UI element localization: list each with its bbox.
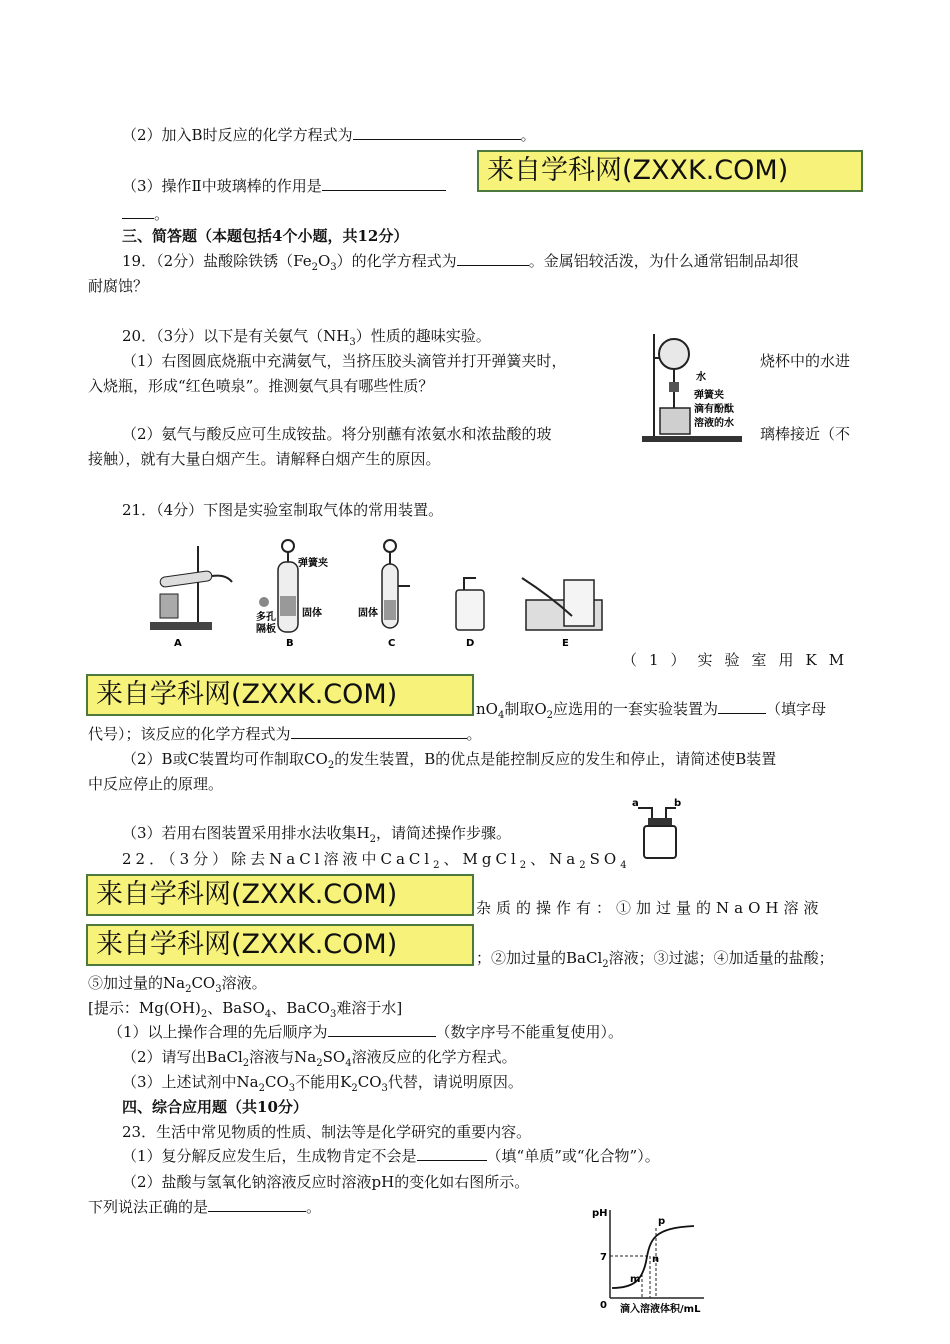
watermark-banner: 来自学科网(ZXXK.COM) bbox=[477, 150, 863, 192]
q21-p1b: $nO_4$制取$O_2$应选用的一套实验装置为 （填字母 bbox=[476, 700, 827, 721]
answer-blank[interactable] bbox=[291, 724, 467, 739]
answer-blank[interactable] bbox=[457, 251, 529, 266]
answer-blank[interactable] bbox=[328, 1022, 436, 1037]
q20-p2a: （2）氨气与酸反应可生成铵盐。将分别蘸有浓氨水和浓盐酸的玻 bbox=[122, 425, 552, 443]
apparatus-a bbox=[150, 546, 232, 649]
answer-blank[interactable] bbox=[718, 699, 766, 714]
watermark-banner: 来自学科网(ZXXK.COM) bbox=[86, 924, 474, 966]
q21-p2a: （2）B或C装置均可作制取$CO_2$的发生装置，B的优点是能控制反应的发生和停止，请简述使B装置 bbox=[122, 750, 777, 771]
section-4-title: 四、综合应用题（共10分） bbox=[122, 1098, 308, 1116]
svg-text:a: a bbox=[632, 798, 639, 809]
q19-line2: 耐腐蚀？ bbox=[88, 277, 149, 295]
svg-text:隔板: 隔板 bbox=[256, 624, 276, 635]
q23-head: 23．生活中常见物质的性质、制法等是化学研究的重要内容。 bbox=[122, 1123, 532, 1141]
answer-blank[interactable] bbox=[417, 1146, 487, 1161]
apparatus-d bbox=[456, 578, 484, 649]
q20-p1a: （1）右图圆底烧瓶中充满氨气，当挤压胶头滴管并打开弹簧夹时， bbox=[122, 352, 567, 370]
q22-line3: ；②加过量的BaCl$_2$溶液；③过滤；④加适量的盐酸； bbox=[476, 949, 834, 970]
q21-p2b: 中反应停止的原理。 bbox=[88, 775, 224, 793]
q22-head: 22．（3分）除去NaCl溶液中CaCl$_2$、MgCl$_2$、$Na_2SO_4$ bbox=[122, 850, 631, 871]
stand-base bbox=[642, 436, 742, 442]
point-p-label: p bbox=[658, 1216, 666, 1227]
answer-blank[interactable] bbox=[322, 176, 446, 191]
section-3-title: 三、简答题（本题包括4个小题，共12分） bbox=[122, 227, 409, 245]
q19-line1: 19．（2分）盐酸除铁锈$(Fe_2O_3)$的化学方程式为 。金属铝较活泼，为什么通常铝制品却很 bbox=[122, 252, 799, 273]
q18-part3: （3）操作Ⅱ中玻璃棒的作用是 bbox=[122, 176, 446, 196]
svg-text:A: A bbox=[174, 638, 182, 649]
gas-apparatus-figure bbox=[146, 536, 606, 652]
svg-text:E: E bbox=[562, 638, 569, 649]
q21-p1a: （1）实验室用KM bbox=[622, 651, 857, 669]
flask bbox=[659, 339, 689, 369]
origin-label: 0 bbox=[600, 1300, 607, 1311]
clamp bbox=[669, 382, 679, 392]
ph7-label: 7 bbox=[600, 1252, 607, 1263]
q22-line4: ⑤加过量的$Na_2CO_3$溶液。 bbox=[88, 974, 267, 995]
q21-p3: （3）若用右图装置采用排水法收集$H_2$，请简述操作步骤。 bbox=[122, 824, 512, 845]
point-m-label: m bbox=[630, 1274, 641, 1285]
point-n-label: n bbox=[652, 1254, 660, 1265]
q23-p2: （2）盐酸与氢氧化钠溶液反应时溶液pH的变化如右图所示。 bbox=[122, 1173, 530, 1191]
svg-text:B: B bbox=[286, 638, 294, 649]
svg-text:固体: 固体 bbox=[302, 608, 322, 619]
beaker bbox=[660, 408, 690, 434]
q20-p1b: 烧杯中的水进 bbox=[760, 352, 851, 370]
label-solution: 溶液的水 bbox=[694, 418, 734, 429]
q22-hint: [提示：$Mg(OH)_2$、BaSO$_4$、BaCO$_3$难溶于水] bbox=[88, 999, 403, 1020]
q20-p1c: 入烧瓶，形成“红色喷泉”。推测氨气具有哪些性质？ bbox=[88, 377, 434, 395]
answer-blank[interactable] bbox=[208, 1197, 306, 1212]
gas-bottle-figure bbox=[630, 796, 690, 860]
q20-p2c: 接触），就有大量白烟产生。请解释白烟产生的原因。 bbox=[88, 450, 441, 468]
label-clamp: 弹簧夹 bbox=[694, 390, 724, 401]
q21-head: 21．（4分）下图是实验室制取气体的常用装置。 bbox=[122, 501, 444, 519]
apparatus-b bbox=[256, 540, 328, 649]
q18-part2: （2）加入B时反应的化学方程式为 。 bbox=[122, 126, 536, 144]
q22-p3: （3）上述试剂中$Na_2CO_3$不能用$K_2CO_3$代替，请说明原因。 bbox=[122, 1073, 523, 1094]
apparatus-e bbox=[522, 578, 602, 649]
q21-p1c: 代号）；该反应的化学方程式为 。 bbox=[88, 725, 482, 743]
svg-text:C: C bbox=[388, 638, 396, 649]
q23-p3: 下列说法正确的是 。 bbox=[88, 1198, 322, 1216]
q22-p2: （2）请写出BaCl$_2$溶液与$Na_2SO_4$溶液反应的化学方程式。 bbox=[122, 1048, 517, 1069]
answer-blank[interactable] bbox=[122, 204, 154, 219]
q18-part2-text: （2）加入B时反应的化学方程式为 bbox=[122, 126, 353, 144]
q22-line2: 杂质的操作有：①加过量的NaOH溶液 bbox=[476, 899, 824, 917]
watermark-banner: 来自学科网(ZXXK.COM) bbox=[86, 874, 474, 916]
ph-axis-label: pH bbox=[592, 1208, 608, 1219]
q22-p1: （1）以上操作合理的先后顺序为 （数字序号不能重复使用）。 bbox=[108, 1023, 624, 1041]
ph-curve-figure bbox=[590, 1204, 710, 1316]
q18-part3-end: 。 bbox=[122, 204, 169, 224]
svg-text:b: b bbox=[674, 798, 682, 809]
watermark-banner: 来自学科网(ZXXK.COM) bbox=[86, 674, 474, 716]
svg-text:多孔: 多孔 bbox=[256, 612, 276, 623]
svg-text:弹簧夹: 弹簧夹 bbox=[298, 558, 328, 569]
label-phenol: 滴有酚酞 bbox=[694, 404, 734, 415]
label-water: 水 bbox=[696, 372, 706, 383]
apparatus-c bbox=[358, 540, 410, 649]
svg-text:固体: 固体 bbox=[358, 608, 378, 619]
svg-text:D: D bbox=[466, 638, 475, 649]
q20-head: 20．（3分）以下是有关氨气$(NH_3)$性质的趣味实验。 bbox=[122, 327, 491, 348]
x-axis-label: 滴入溶液体积/mL bbox=[620, 1304, 701, 1315]
answer-blank[interactable] bbox=[353, 125, 521, 140]
q20-p2b: 璃棒接近（不 bbox=[760, 425, 851, 443]
q23-p1: （1）复分解反应发生后，生成物肯定不会是 （填“单质”或“化合物”）。 bbox=[122, 1147, 660, 1165]
ammonia-fountain-figure bbox=[638, 330, 750, 446]
